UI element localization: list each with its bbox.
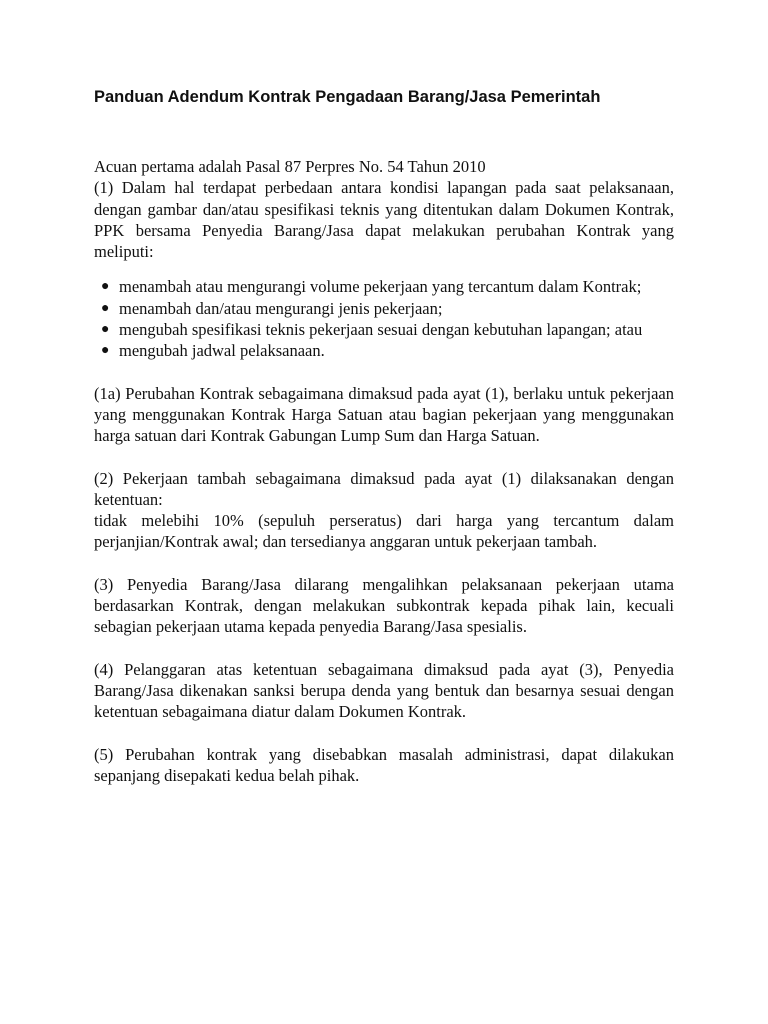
bullet-icon: ● <box>101 343 110 359</box>
list-item-text: menambah dan/atau mengurangi jenis pekerjaan; <box>119 298 443 318</box>
document-page <box>94 86 674 786</box>
clause-2-detail-paragraph: tidak melebihi 10% (sepuluh perseratus) dari harga yang tercantum dalam perjanjian/Kontrak awal; dan tersedianya anggaran untuk pekerjaan tambah. <box>94 511 674 552</box>
document-title: Panduan Adendum Kontrak Pengadaan Barang/Jasa Pemerintah <box>94 88 601 106</box>
bullet-icon: ● <box>101 322 110 338</box>
list-item <box>94 319 674 340</box>
list-item-text: mengubah jadwal pelaksanaan. <box>119 341 325 361</box>
change-scope-list <box>94 276 674 361</box>
list-item <box>94 298 674 319</box>
bullet-icon: ● <box>101 279 110 295</box>
reference-paragraph: Acuan pertama adalah Pasal 87 Perpres No. 54 Tahun 2010 <box>94 157 486 176</box>
clause-1a-paragraph: (1a) Perubahan Kontrak sebagaimana dimaksud pada ayat (1), berlaku untuk pekerjaan yang menggunakan Kontrak Harga Satuan atau bagian pekerjaan yang menggunakan harga satuan dari Kontrak Gabungan Lump Sum dan Harga Satuan. <box>94 383 674 446</box>
list-item <box>94 276 674 297</box>
clause-3-paragraph: (3) Penyedia Barang/Jasa dilarang mengalihkan pelaksanaan pekerjaan utama berdasarkan Kontrak, dengan melakukan subkontrak kepada pihak lain, kecuali sebagian pekerjaan utama kepada penyedia Barang/Jasa spesialis. <box>94 574 674 637</box>
list-item-text: mengubah spesifikasi teknis pekerjaan sesuai dengan kebutuhan lapangan; atau <box>119 320 643 340</box>
clause-1-paragraph: (1) Dalam hal terdapat perbedaan antara kondisi lapangan pada saat pelaksanaan, dengan gambar dan/atau spesifikasi teknis yang ditentukan dalam Dokumen Kontrak, PPK bersama Penyedia Barang/Jasa dapat melakukan perubahan Kontrak yang meliputi: <box>94 178 674 262</box>
clause-2-paragraph: (2) Pekerjaan tambah sebagaimana dimaksud pada ayat (1) dilaksanakan dengan ketentuan: <box>94 468 674 509</box>
bullet-icon: ● <box>101 300 110 316</box>
list-item-text: menambah atau mengurangi volume pekerjaan yang tercantum dalam Kontrak; <box>119 277 642 297</box>
clause-4-paragraph: (4) Pelanggaran atas ketentuan sebagaimana dimaksud pada ayat (3), Penyedia Barang/Jasa dikenakan sanksi berupa denda yang bentuk dan besarnya sesuai dengan ketentuan sebagaimana diatur dalam Dokumen Kontrak. <box>94 659 674 722</box>
list-item <box>94 340 674 361</box>
clause-5-paragraph: (5) Perubahan kontrak yang disebabkan masalah administrasi, dapat dilakukan sepanjang disepakati kedua belah pihak. <box>94 744 674 785</box>
document-body <box>94 156 674 786</box>
